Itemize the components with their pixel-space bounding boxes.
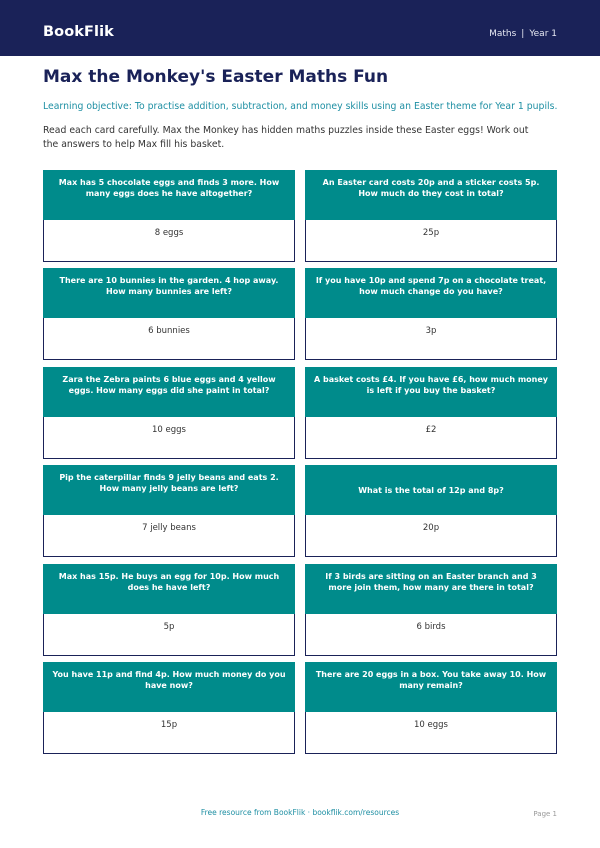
card-answer: 15p xyxy=(43,712,295,754)
card-answer: 5p xyxy=(43,614,295,656)
card-question: You have 11p and find 4p. How much money do you have now? xyxy=(43,662,295,712)
question-card xyxy=(305,170,557,262)
card-question: Max has 15p. He buys an egg for 10p. How much does he have left? xyxy=(43,564,295,614)
page-number: Page 1 xyxy=(533,810,557,818)
question-card xyxy=(43,268,295,360)
card-answer: 6 birds xyxy=(305,614,557,656)
card-question: If 3 birds are sitting on an Easter branch and 3 more join them, how many are there in total? xyxy=(305,564,557,614)
question-card xyxy=(305,662,557,754)
instructions: Read each card carefully. Max the Monkey has hidden maths puzzles inside these Easter eggs! Work out the answers to help Max fill his basket. xyxy=(43,125,529,150)
card-question: There are 10 bunnies in the garden. 4 hop away. How many bunnies are left? xyxy=(43,268,295,318)
card-question: A basket costs £4. If you have £6, how much money is left if you buy the basket? xyxy=(305,367,557,417)
site-header xyxy=(0,0,600,56)
question-card xyxy=(305,367,557,459)
breadcrumb-subject[interactable]: Maths xyxy=(489,29,517,39)
card-answer: 10 eggs xyxy=(43,417,295,459)
footer-resource-link[interactable]: Free resource from BookFlik · bookflik.com/resources xyxy=(200,808,400,817)
card-answer: 10 eggs xyxy=(305,712,557,754)
card-answer: 20p xyxy=(305,515,557,557)
card-question: Max has 5 chocolate eggs and finds 3 more. How many eggs does he have altogether? xyxy=(43,170,295,220)
question-card xyxy=(305,564,557,656)
page-title: Max the Monkey's Easter Maths Fun xyxy=(43,67,389,87)
card-answer: 25p xyxy=(305,220,557,262)
question-card xyxy=(43,367,295,459)
card-question: Pip the caterpillar finds 9 jelly beans and eats 2. How many jelly beans are left? xyxy=(43,465,295,515)
card-answer: £2 xyxy=(305,417,557,459)
question-card xyxy=(305,465,557,557)
question-card xyxy=(305,268,557,360)
breadcrumb-separator: | xyxy=(521,29,525,39)
card-question: What is the total of 12p and 8p? xyxy=(305,465,557,515)
question-card xyxy=(43,465,295,557)
card-answer: 8 eggs xyxy=(43,220,295,262)
brand-logo[interactable]: BookFlik xyxy=(43,24,114,40)
card-question: If you have 10p and spend 7p on a chocolate treat, how much change do you have? xyxy=(305,268,557,318)
card-answer: 7 jelly beans xyxy=(43,515,295,557)
question-card xyxy=(43,662,295,754)
card-answer: 6 bunnies xyxy=(43,318,295,360)
breadcrumb xyxy=(489,28,557,40)
question-card xyxy=(43,170,295,262)
card-answer: 3p xyxy=(305,318,557,360)
learning-objective: Learning objective: To practise addition, subtraction, and money skills using an Easter theme for Year 1 pupils. xyxy=(43,101,558,112)
breadcrumb-level[interactable]: Year 1 xyxy=(529,29,557,39)
question-card xyxy=(43,564,295,656)
card-question: Zara the Zebra paints 6 blue eggs and 4 yellow eggs. How many eggs did she paint in total? xyxy=(43,367,295,417)
card-question: An Easter card costs 20p and a sticker costs 5p. How much do they cost in total? xyxy=(305,170,557,220)
card-question: There are 20 eggs in a box. You take away 10. How many remain? xyxy=(305,662,557,712)
